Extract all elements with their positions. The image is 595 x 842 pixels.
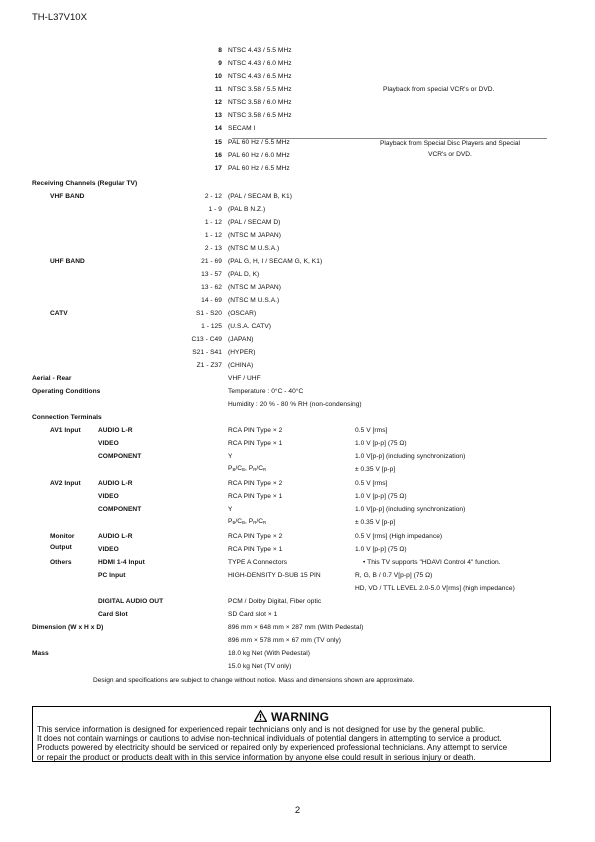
terminal-type: RCA PIN Type × 1 [228, 440, 283, 447]
system-name: NTSC 3.58 / 6.5 MHz [228, 112, 292, 119]
operating-humidity: Humidity : 20 % - 80 % RH (non-condensing) [228, 401, 362, 408]
channel-system: (CHINA) [228, 362, 254, 369]
terminal-name: Card Slot [98, 611, 128, 618]
warning-triangle-icon [254, 710, 267, 725]
system-number: 16 [214, 152, 222, 159]
terminal-name: AUDIO L-R [98, 533, 133, 540]
channel-range: 13 - 62 [201, 284, 222, 291]
connection-title: Connection Terminals [32, 414, 102, 421]
system-name: PAL 60 Hz / 5.5 MHz [228, 139, 290, 146]
model-header: TH-L37V10X [32, 12, 87, 23]
terminal-value: 0.5 V [rms] [355, 427, 388, 434]
terminal-value: 1.0 V [p-p] (75 Ω) [355, 493, 407, 500]
system-number: 10 [214, 73, 222, 80]
terminal-value: ± 0.35 V [p-p] [355, 519, 396, 526]
terminal-value: 0.5 V [rms] (High impedance) [355, 533, 443, 540]
channel-range: 1 - 12 [204, 232, 222, 239]
terminal-value: 1.0 V[p-p] (including synchronization) [355, 453, 466, 460]
terminal-value: 1.0 V [p-p] (75 Ω) [355, 440, 407, 447]
channel-system: (U.S.A. CATV) [228, 323, 272, 330]
channel-range: C13 - C49 [191, 336, 222, 343]
uhf-band-label: UHF BAND [50, 258, 85, 265]
terminal-name: COMPONENT [98, 453, 142, 460]
terminal-type: HIGH-DENSITY D-SUB 15 PIN [228, 572, 321, 579]
system-number: 14 [214, 125, 222, 132]
av1-label: AV1 Input [50, 427, 81, 434]
catv-label: CATV [50, 310, 68, 317]
channel-range: 13 - 57 [201, 271, 222, 278]
channel-system: (PAL / SECAM D) [228, 219, 281, 226]
output-label: Output [50, 544, 72, 551]
channel-range: Z1 - Z37 [196, 362, 222, 369]
warning-heading [33, 710, 550, 725]
system-name: NTSC 4.43 / 5.5 MHz [228, 47, 292, 54]
channel-system: (PAL G, H, I / SECAM G, K, K1) [228, 258, 323, 265]
channel-system: (NTSC M JAPAN) [228, 232, 281, 239]
terminal-type: PCM / Dolby Digital, Fiber optic [228, 598, 322, 605]
terminal-name: AUDIO L-R [98, 480, 133, 487]
playback-note-disc: Playback from Special Disc Players and Special VCR's or DVD. [380, 140, 520, 159]
terminal-type: RCA PIN Type × 2 [228, 427, 283, 434]
terminal-type: RCA PIN Type × 2 [228, 533, 283, 540]
terminal-type: RCA PIN Type × 1 [228, 493, 283, 500]
terminal-value: 1.0 V [p-p] (75 Ω) [355, 546, 407, 553]
channel-range: 21 - 69 [201, 258, 222, 265]
mass-label: Mass [32, 650, 49, 657]
dimension-tv-only: 896 mm × 578 mm × 67 mm (TV only) [228, 637, 342, 644]
system-name: NTSC 4.43 / 6.5 MHz [228, 73, 292, 80]
aerial-label: Aerial - Rear [32, 375, 72, 382]
warning-title: WARNING [271, 710, 329, 724]
system-number: 15 [214, 139, 222, 146]
terminal-type: RCA PIN Type × 1 [228, 546, 283, 553]
monitor-label: Monitor [50, 533, 75, 540]
terminal-name: PC Input [98, 572, 126, 579]
vhf-band-label: VHF BAND [50, 193, 85, 200]
system-number: 12 [214, 99, 222, 106]
channel-system: (PAL D, K) [228, 271, 260, 278]
terminal-name: VIDEO [98, 440, 119, 447]
terminal-value: R, G, B / 0.7 V[p-p] (75 Ω) [355, 572, 433, 579]
terminal-name: VIDEO [98, 493, 119, 500]
channel-system: (HYPER) [228, 349, 256, 356]
channel-range: S21 - S41 [192, 349, 222, 356]
av2-label: AV2 Input [50, 480, 81, 487]
terminal-name: AUDIO L-R [98, 427, 133, 434]
dimension-with-pedestal: 896 mm × 648 mm × 287 mm (With Pedestal) [228, 624, 364, 631]
channel-range: 1 - 9 [208, 206, 222, 213]
component-y: Y [228, 453, 233, 460]
channel-range: 14 - 69 [201, 297, 222, 304]
terminal-name: COMPONENT [98, 506, 142, 513]
system-name: NTSC 3.58 / 6.0 MHz [228, 99, 292, 106]
channel-range: 2 - 12 [204, 193, 222, 200]
terminal-value: 0.5 V [rms] [355, 480, 388, 487]
disclaimer: Design and specifications are subject to change without notice. Mass and dimensions shown are approximate. [93, 677, 415, 684]
warning-line: or repair the product or products dealt with in this service information by anyone else could result in serious injury or death. [37, 752, 476, 762]
mass-with-pedestal: 18.0 kg Net (With Pedestal) [228, 650, 310, 657]
warning-line: This service information is designed for experienced repair technicians only and is not designed for use by the general public. [37, 725, 486, 734]
warning-text [37, 725, 507, 762]
dimension-label: Dimension (W x H x D) [32, 624, 104, 631]
operating-temperature: Temperature : 0°C - 40°C [228, 388, 304, 395]
system-number: 11 [214, 86, 222, 93]
operating-label: Operating Conditions [32, 388, 101, 395]
system-number: 17 [214, 165, 222, 172]
system-name: PAL 60 Hz / 6.0 MHz [228, 152, 290, 159]
terminal-name: HDMI 1-4 Input [98, 559, 145, 566]
terminal-type: SD Card slot × 1 [228, 611, 278, 618]
system-number: 8 [218, 47, 222, 54]
terminal-value: ± 0.35 V [p-p] [355, 466, 396, 473]
aerial-value: VHF / UHF [228, 375, 261, 382]
channel-range: S1 - S20 [195, 310, 222, 317]
playback-note-vcr: Playback from special VCR's or DVD. [383, 86, 495, 93]
component-pbpr: $P_B/C_B$, $P_R/C_R$ [228, 518, 267, 525]
system-number: 9 [218, 60, 222, 67]
system-name: SECAM I [228, 125, 256, 132]
channel-system: (NTSC M U.S.A.) [228, 245, 280, 252]
terminal-value: 1.0 V[p-p] (including synchronization) [355, 506, 466, 513]
system-name: NTSC 3.58 / 5.5 MHz [228, 86, 292, 93]
channel-system: (NTSC M JAPAN) [228, 284, 281, 291]
channel-system: (NTSC M U.S.A.) [228, 297, 280, 304]
system-number: 13 [214, 112, 222, 119]
channel-range: 2 - 13 [204, 245, 222, 252]
channel-system: (PAL B N.Z.) [228, 206, 266, 213]
warning-line: Products powered by electricity should be serviced or repaired only by experienced professional technicians. Any attempt to service [37, 743, 508, 753]
terminal-name: VIDEO [98, 546, 119, 553]
warning-line: It does not contain warnings or cautions to advise non-technical individuals of potential dangers in attempting to service a product. [37, 734, 502, 744]
terminal-name: DIGITAL AUDIO OUT [98, 598, 164, 605]
others-label: Others [50, 559, 72, 566]
warning-box [32, 706, 551, 762]
component-y: Y [228, 506, 233, 513]
terminal-type: TYPE A Connectors [228, 559, 288, 566]
channel-system: (PAL / SECAM B, K1) [228, 193, 292, 200]
channel-range: 1 - 125 [201, 323, 222, 330]
channel-system: (JAPAN) [228, 336, 254, 343]
system-name: PAL 60 Hz / 6.5 MHz [228, 165, 290, 172]
terminal-value: • This TV supports "HDAVI Control 4" function. [363, 559, 501, 566]
mass-tv-only: 15.0 kg Net (TV only) [228, 663, 292, 670]
channel-system: (OSCAR) [228, 310, 257, 317]
receiving-title: Receiving Channels (Regular TV) [32, 180, 138, 187]
terminal-value: HD, VD / TTL LEVEL 2.0-5.0 V[rms] (high impedance) [355, 585, 515, 592]
system-name: NTSC 4.43 / 6.0 MHz [228, 60, 292, 67]
terminal-type: RCA PIN Type × 2 [228, 480, 283, 487]
component-pbpr: $P_B/C_B$, $P_R/C_R$ [228, 465, 267, 472]
page-number: 2 [294, 805, 301, 816]
channel-range: 1 - 12 [204, 219, 222, 226]
